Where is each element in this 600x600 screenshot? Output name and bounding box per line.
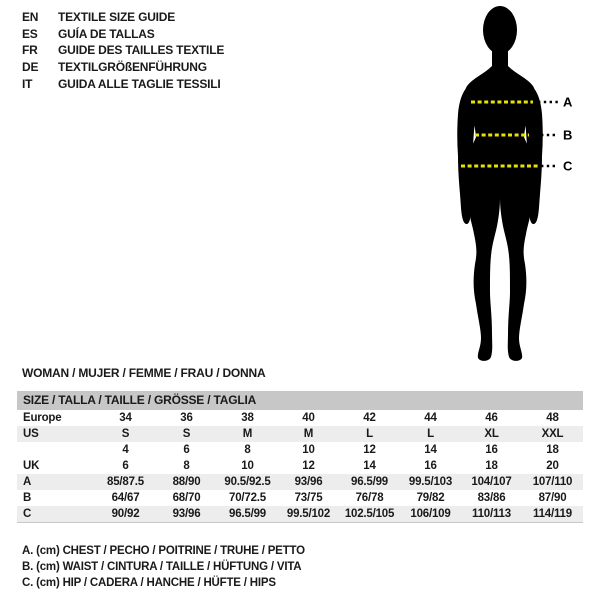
row-label: A bbox=[23, 476, 32, 488]
language-row bbox=[22, 9, 224, 26]
table-cell: 93/96 bbox=[172, 508, 201, 520]
marker-label-b: B bbox=[563, 127, 573, 143]
language-code: EN bbox=[22, 10, 39, 25]
table-cell: 90.5/92.5 bbox=[224, 476, 271, 488]
language-label: TEXTILGRÖßENFÜHRUNG bbox=[58, 60, 207, 75]
legend-line: B. (cm) WAIST / CINTURA / TAILLE / HÜFTUNG / VITA bbox=[22, 560, 302, 573]
table-cell: 12 bbox=[302, 460, 315, 472]
marker-label-a: A bbox=[563, 94, 573, 110]
language-code: DE bbox=[22, 60, 39, 75]
table-row bbox=[17, 458, 583, 474]
table-cell: 8 bbox=[244, 444, 251, 456]
language-label: GUÍA DE TALLAS bbox=[58, 26, 155, 41]
table-cell: 76/78 bbox=[355, 492, 384, 504]
row-label: US bbox=[23, 428, 39, 440]
table-row bbox=[17, 426, 583, 442]
language-row bbox=[22, 42, 224, 59]
table-cell: 10 bbox=[302, 444, 315, 456]
table-cell: XXL bbox=[541, 428, 564, 440]
table-cell: 90/92 bbox=[111, 508, 140, 520]
language-code: ES bbox=[22, 26, 38, 41]
table-row bbox=[17, 442, 583, 458]
table-cell: 107/110 bbox=[532, 476, 573, 488]
table-cell: 46 bbox=[485, 412, 498, 424]
legend-line: A. (cm) CHEST / PECHO / POITRINE / TRUHE / PETTO bbox=[22, 545, 305, 557]
table-row bbox=[17, 506, 583, 522]
table-cell: L bbox=[427, 428, 434, 440]
table-cell: 36 bbox=[180, 412, 193, 424]
table-cell: 87/90 bbox=[538, 492, 567, 504]
size-table-rows bbox=[17, 410, 583, 522]
table-cell: 38 bbox=[241, 412, 254, 424]
table-cell: 70/72.5 bbox=[229, 492, 266, 504]
table-cell: S bbox=[121, 428, 130, 440]
table-cell: 99.5/103 bbox=[408, 476, 453, 488]
table-cell: S bbox=[182, 428, 191, 440]
table-row bbox=[17, 474, 583, 490]
legend-line: C. (cm) HIP / CADERA / HANCHE / HÜFTE / HIPS bbox=[22, 576, 276, 589]
table-cell: 44 bbox=[424, 412, 437, 424]
table-cell: M bbox=[242, 428, 253, 440]
silhouette-svg bbox=[430, 0, 600, 370]
language-code: FR bbox=[22, 43, 38, 58]
table-cell: 114/119 bbox=[533, 508, 572, 520]
marker-label-c: C bbox=[563, 158, 573, 174]
table-cell: 34 bbox=[119, 412, 132, 424]
table-cell: 83/86 bbox=[477, 492, 506, 504]
language-label: GUIDE DES TAILLES TEXTILE bbox=[58, 43, 225, 58]
language-row bbox=[22, 26, 224, 43]
table-cell: 96.5/99 bbox=[351, 476, 388, 488]
table-row bbox=[17, 490, 583, 506]
row-label: C bbox=[23, 508, 32, 520]
table-cell: 16 bbox=[485, 444, 498, 456]
table-cell: 106/109 bbox=[410, 508, 451, 520]
language-list bbox=[22, 9, 224, 92]
table-cell: 79/82 bbox=[416, 492, 445, 504]
table-cell: 96.5/99 bbox=[229, 508, 266, 520]
table-cell: 85/87.5 bbox=[107, 476, 144, 488]
table-cell: 88/90 bbox=[172, 476, 201, 488]
row-label bbox=[17, 442, 95, 458]
table-cell: 16 bbox=[424, 460, 437, 472]
table-cell: 68/70 bbox=[172, 492, 201, 504]
table-cell: 64/67 bbox=[111, 492, 140, 504]
language-row bbox=[22, 75, 224, 92]
table-cell: 8 bbox=[183, 460, 190, 472]
table-cell: 14 bbox=[424, 444, 437, 456]
table-cell: 102.5/105 bbox=[344, 508, 395, 520]
language-label: GUIDA ALLE TAGLIE TESSILI bbox=[58, 76, 221, 91]
table-cell: M bbox=[303, 428, 314, 440]
table-cell: 73/75 bbox=[294, 492, 323, 504]
size-table-header: SIZE / TALLA / TAILLE / GRÖSSE / TAGLIA bbox=[17, 391, 583, 410]
table-cell: 104/107 bbox=[471, 476, 512, 488]
language-label: TEXTILE SIZE GUIDE bbox=[58, 10, 176, 25]
table-cell: 18 bbox=[485, 460, 498, 472]
table-cell: 10 bbox=[241, 460, 254, 472]
table-cell: 20 bbox=[546, 460, 559, 472]
table-cell: 4 bbox=[122, 444, 129, 456]
row-label: Europe bbox=[23, 412, 62, 424]
section-title: WOMAN / MUJER / FEMME / FRAU / DONNA bbox=[22, 366, 266, 380]
row-label: B bbox=[23, 492, 32, 504]
table-cell: 40 bbox=[302, 412, 315, 424]
table-row bbox=[17, 410, 583, 426]
table-cell: 48 bbox=[546, 412, 559, 424]
table-cell: 18 bbox=[546, 444, 559, 456]
silhouette-body bbox=[462, 44, 538, 361]
table-cell: 6 bbox=[122, 460, 129, 472]
table-cell: 110/113 bbox=[472, 508, 511, 520]
table-cell: 12 bbox=[363, 444, 376, 456]
table-cell: 93/96 bbox=[294, 476, 323, 488]
table-cell: 6 bbox=[183, 444, 190, 456]
table-cell: 99.5/102 bbox=[286, 508, 331, 520]
table-cell: 14 bbox=[363, 460, 376, 472]
measurement-legend bbox=[22, 545, 305, 592]
language-code: IT bbox=[22, 76, 33, 91]
row-label: UK bbox=[23, 460, 40, 472]
woman-silhouette-figure bbox=[430, 0, 600, 370]
table-cell: 42 bbox=[363, 412, 376, 424]
size-table bbox=[17, 391, 583, 523]
language-row bbox=[22, 59, 224, 76]
table-cell: L bbox=[366, 428, 373, 440]
table-cell: XL bbox=[484, 428, 499, 440]
